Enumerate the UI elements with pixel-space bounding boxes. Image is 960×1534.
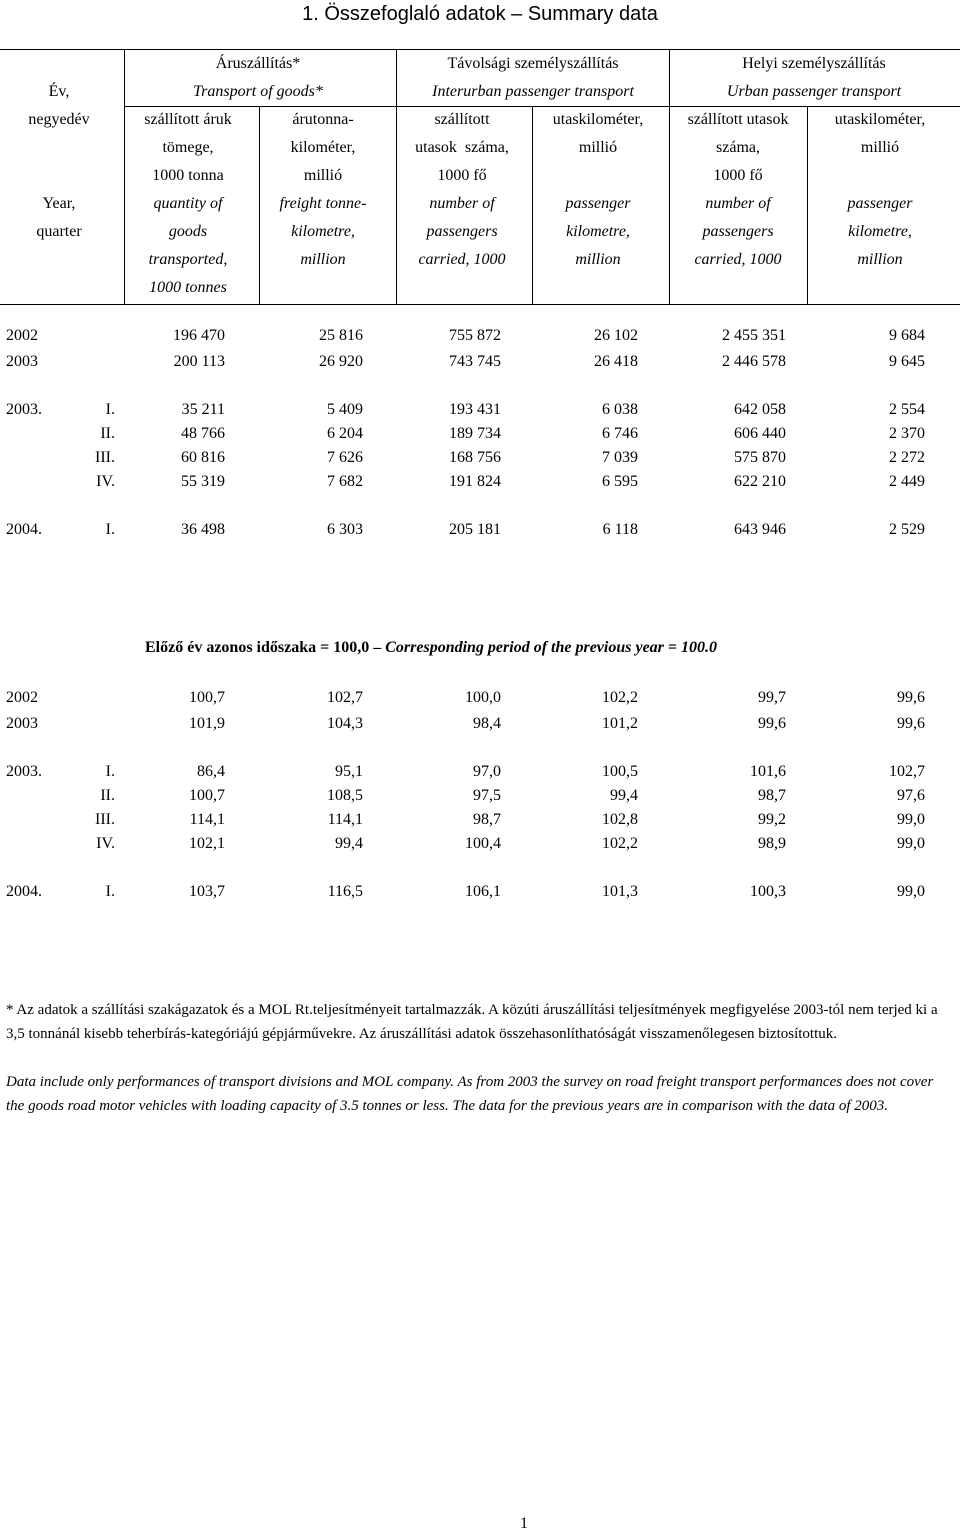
column-divider: [396, 49, 397, 305]
table-cell: 102,7: [327, 689, 363, 706]
table-cell: 196 470: [173, 327, 225, 344]
table-cell: 99,4: [610, 787, 638, 804]
table-cell: 60 816: [181, 449, 225, 466]
row-quarter: I.: [105, 883, 115, 900]
table-cell: 643 946: [734, 521, 786, 538]
table-cell: 98,7: [473, 811, 501, 828]
column-divider: [259, 106, 260, 305]
table-cell: 9 684: [889, 327, 925, 344]
col3-hu-line: utasok száma,: [415, 139, 509, 156]
row-year: 2003: [6, 715, 38, 732]
table-cell: 55 319: [181, 473, 225, 490]
table-cell: 95,1: [335, 763, 363, 780]
table-cell: 99,7: [758, 689, 786, 706]
table-cell: 6 204: [327, 425, 363, 442]
section-heading-hu: Előző év azonos időszaka = 100,0 –: [145, 639, 382, 656]
table-cell: 205 181: [449, 521, 501, 538]
group-urban-hu: Helyi személyszállítás: [742, 55, 886, 72]
header-bottom-rule: [0, 304, 960, 305]
row-quarter: I.: [105, 763, 115, 780]
table-cell: 26 102: [594, 327, 638, 344]
table-cell: 7 039: [602, 449, 638, 466]
table-cell: 103,7: [189, 883, 225, 900]
table-cell: 98,9: [758, 835, 786, 852]
table-cell: 99,0: [897, 883, 925, 900]
table-cell: 100,7: [189, 689, 225, 706]
table-cell: 100,4: [465, 835, 501, 852]
col1-en-line: goods: [168, 223, 208, 240]
row-year: 2002: [6, 327, 38, 344]
row-quarter: III.: [95, 449, 115, 466]
section-heading-en: Corresponding period of the previous year = 100.0: [385, 639, 718, 656]
table-cell: 575 870: [734, 449, 786, 466]
col1-hu-line: szállított áruk: [144, 111, 232, 128]
header-quarter-hu: negyedév: [28, 111, 90, 128]
col5-hu-line: 1000 fő: [713, 167, 763, 184]
col2-hu-line: árutonna-: [292, 111, 354, 128]
table-cell: 99,4: [335, 835, 363, 852]
col5-en-line: number of: [705, 195, 771, 212]
table-cell: 7 626: [327, 449, 363, 466]
table-cell: 98,7: [758, 787, 786, 804]
row-quarter: II.: [100, 787, 115, 804]
table-cell: 100,5: [602, 763, 638, 780]
col2-en-line: freight tonne-: [279, 195, 367, 212]
table-cell: 25 816: [319, 327, 363, 344]
row-quarter: III.: [95, 811, 115, 828]
group-urban-en: Urban passenger transport: [726, 83, 902, 100]
table-cell: 102,1: [189, 835, 225, 852]
col6-hu-line: millió: [860, 139, 900, 156]
group-goods-hu: Áruszállítás*: [215, 55, 301, 72]
table-cell: 100,3: [750, 883, 786, 900]
row-quarter: IV.: [96, 473, 115, 490]
col3-hu-line: 1000 fő: [437, 167, 487, 184]
footnote-en: Data include only performances of transport divisions and MOL company. As from 2003 the survey on road freight transport performances does not cover the goods road motor vehicles with loading capacity of 3.5 tonnes or less. The data for the previous years are in comparison with the data of 2003.: [6, 1074, 934, 1114]
table-cell: 7 682: [327, 473, 363, 490]
col4-en-line: passenger: [565, 195, 631, 212]
section-index-heading: [145, 640, 717, 656]
table-cell: 2 446 578: [722, 353, 786, 370]
col5-en-line: passengers: [702, 223, 774, 240]
row-year: 2003: [6, 353, 38, 370]
table-cell: 99,0: [897, 835, 925, 852]
row-quarter: IV.: [96, 835, 115, 852]
table-cell: 191 824: [449, 473, 501, 490]
row-year: 2002: [6, 689, 38, 706]
table-cell: 2 455 351: [722, 327, 786, 344]
page-title: 1. Összefoglaló adatok – Summary data: [302, 3, 658, 25]
row-quarter: I.: [105, 401, 115, 418]
col2-en-line: kilometre,: [291, 223, 355, 240]
table-cell: 102,2: [602, 835, 638, 852]
table-cell: 36 498: [181, 521, 225, 538]
column-divider: [124, 49, 125, 305]
table-cell: 99,6: [758, 715, 786, 732]
table-cell: 2 529: [889, 521, 925, 538]
col1-en-line: quantity of: [153, 195, 223, 212]
col6-en-line: passenger: [847, 195, 913, 212]
table-cell: 5 409: [327, 401, 363, 418]
table-cell: 35 211: [181, 401, 225, 418]
column-divider: [532, 106, 533, 305]
table-cell: 97,0: [473, 763, 501, 780]
table-cell: 102,2: [602, 689, 638, 706]
col1-en-line: 1000 tonnes: [149, 279, 227, 296]
table-cell: 2 370: [889, 425, 925, 442]
col1-en-line: transported,: [148, 251, 228, 268]
column-divider: [807, 106, 808, 305]
footnote-hu: * Az adatok a szállítási szakágazatok és a MOL Rt.teljesítményeit tartalmazzák. A közúti áruszállítási teljesítmények megfigyelése 2003-tól nem terjed ki a 3,5 tonnánál kisebb teherbírás-kategóriájú gépjárművekre. Az áruszállítási adatok összehasonlíthatóságát visszamenőlegesen biztosítottuk.: [6, 1002, 938, 1042]
table-cell: 26 920: [319, 353, 363, 370]
table-cell: 101,2: [602, 715, 638, 732]
table-cell: 104,3: [327, 715, 363, 732]
group-goods-en: Transport of goods*: [193, 83, 323, 100]
table-cell: 189 734: [449, 425, 501, 442]
row-year: 2004.: [6, 883, 42, 900]
table-cell: 642 058: [734, 401, 786, 418]
table-cell: 755 872: [449, 327, 501, 344]
table-cell: 743 745: [449, 353, 501, 370]
group-interurban-en: Interurban passenger transport: [432, 83, 634, 100]
col4-hu-line: utaskilométer,: [552, 111, 644, 128]
table-cell: 102,8: [602, 811, 638, 828]
row-year: 2004.: [6, 521, 42, 538]
col5-en-line: carried, 1000: [694, 251, 782, 268]
table-cell: 114,1: [327, 811, 363, 828]
col2-hu-line: kilométer,: [290, 139, 356, 156]
table-cell: 101,3: [602, 883, 638, 900]
header-year-hu: Év,: [48, 83, 70, 100]
table-cell: 99,6: [897, 689, 925, 706]
table-cell: 200 113: [173, 353, 225, 370]
table-cell: 6 118: [602, 521, 638, 538]
col6-en-line: million: [857, 251, 903, 268]
table-cell: 108,5: [327, 787, 363, 804]
table-cell: 101,6: [750, 763, 786, 780]
row-quarter: I.: [105, 521, 115, 538]
table-cell: 99,0: [897, 811, 925, 828]
header-group-rule: [124, 106, 960, 107]
table-cell: 97,5: [473, 787, 501, 804]
col4-en-line: kilometre,: [566, 223, 630, 240]
header-quarter-en: quarter: [36, 223, 82, 240]
col3-en-line: passengers: [426, 223, 498, 240]
col4-en-line: million: [575, 251, 621, 268]
table-cell: 6 595: [602, 473, 638, 490]
table-cell: 606 440: [734, 425, 786, 442]
col1-hu-line: 1000 tonna: [152, 167, 224, 184]
table-cell: 6 746: [602, 425, 638, 442]
row-year: 2003.: [6, 763, 42, 780]
col3-en-line: carried, 1000: [418, 251, 506, 268]
col6-en-line: kilometre,: [848, 223, 912, 240]
col6-hu-line: utaskilométer,: [834, 111, 926, 128]
table-cell: 99,2: [758, 811, 786, 828]
header-year-en: Year,: [42, 195, 76, 212]
column-divider: [669, 49, 670, 305]
table-cell: 97,6: [897, 787, 925, 804]
table-cell: 2 272: [889, 449, 925, 466]
table-cell: 100,0: [465, 689, 501, 706]
row-quarter: II.: [100, 425, 115, 442]
table-cell: 99,6: [897, 715, 925, 732]
col3-hu-line: szállított: [434, 111, 490, 128]
table-cell: 48 766: [181, 425, 225, 442]
table-cell: 116,5: [327, 883, 363, 900]
table-cell: 101,9: [189, 715, 225, 732]
table-cell: 168 756: [449, 449, 501, 466]
table-cell: 86,4: [197, 763, 225, 780]
table-cell: 2 554: [889, 401, 925, 418]
table-cell: 106,1: [465, 883, 501, 900]
table-cell: 114,1: [189, 811, 225, 828]
table-cell: 100,7: [189, 787, 225, 804]
col2-en-line: million: [300, 251, 346, 268]
col4-hu-line: millió: [578, 139, 618, 156]
table-cell: 26 418: [594, 353, 638, 370]
table-cell: 98,4: [473, 715, 501, 732]
table-cell: 6 038: [602, 401, 638, 418]
table-cell: 193 431: [449, 401, 501, 418]
group-interurban-hu: Távolsági személyszállítás: [447, 55, 619, 72]
table-cell: 6 303: [327, 521, 363, 538]
table-cell: 102,7: [889, 763, 925, 780]
col2-hu-line: millió: [303, 167, 343, 184]
page-number: 1: [520, 1515, 528, 1532]
col5-hu-line: szállított utasok: [687, 111, 789, 128]
row-year: 2003.: [6, 401, 42, 418]
header-top-rule: [0, 49, 960, 50]
col1-hu-line: tömege,: [162, 139, 214, 156]
table-cell: 9 645: [889, 353, 925, 370]
table-cell: 2 449: [889, 473, 925, 490]
table-cell: 622 210: [734, 473, 786, 490]
col5-hu-line: száma,: [716, 139, 760, 156]
col3-en-line: number of: [429, 195, 495, 212]
